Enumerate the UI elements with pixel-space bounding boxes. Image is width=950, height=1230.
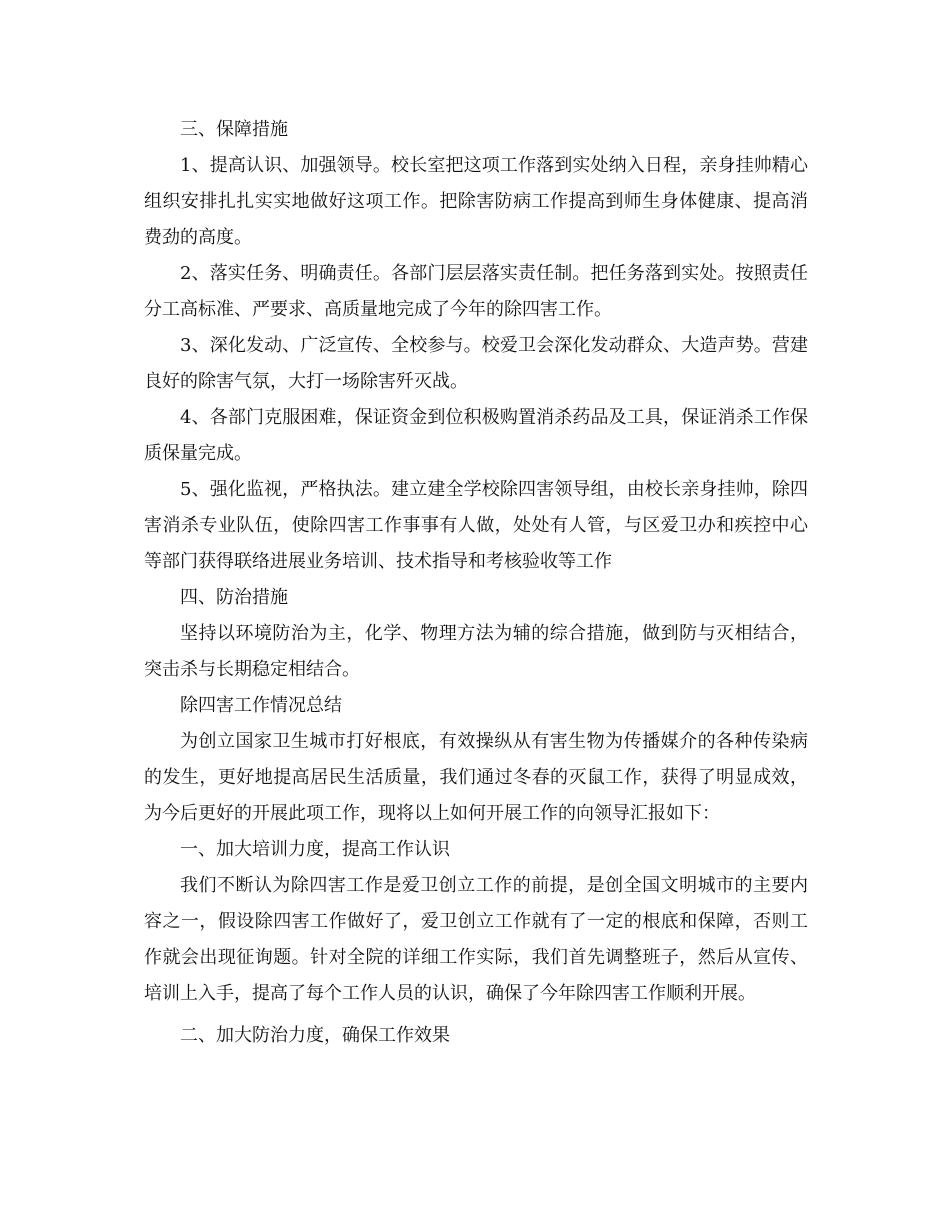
section-heading-training: 一、加大培训力度，提高工作认识 bbox=[180, 839, 450, 860]
paragraph-training: 我们不断认为除四害工作是爱卫创立工作的前提，是创全国文明城市的主要内容之一，假设除四害工作做好了，爱卫创立工作就有了一定的根底和保障，否则工作就会出现征询题。针对全院的详细工作实际，我们首先调整班子，然后从宣传、培训上入手，提高了每个工作人员的认识，确保了今年除四害工作顺利开展。 bbox=[144, 875, 808, 1004]
paragraph-item-2: 2、落实任务、明确责任。各部门层层落实责任制。把任务落到实处。按照责任分工高标准、严要求、高质量地完成了今年的除四害工作。 bbox=[144, 263, 808, 320]
paragraph-item-5: 5、强化监视，严格执法。建立建全学校除四害领导组，由校长亲身挂帅，除四害消杀专业队伍，使除四害工作事事有人做，处处有人管，与区爱卫办和疾控中心等部门获得联络进展业务培训、技术指导和考核验收等工作 bbox=[144, 479, 808, 572]
paragraph-item-1: 1、提高认识、加强领导。校长室把这项工作落到实处纳入日程，亲身挂帅精心组织安排扎扎实实地做好这项工作。把除害防病工作提高到师生身体健康、提高消费劲的高度。 bbox=[144, 155, 808, 248]
paragraph-prevention: 坚持以环境防治为主，化学、物理方法为辅的综合措施，做到防与灭相结合，突击杀与长期稳定相结合。 bbox=[144, 623, 808, 680]
section-heading-control: 二、加大防治力度，确保工作效果 bbox=[180, 1025, 450, 1046]
summary-title: 除四害工作情况总结 bbox=[180, 695, 342, 716]
paragraph-item-4: 4、各部门克服困难，保证资金到位积极购置消杀药品及工具，保证消杀工作保质保量完成。 bbox=[144, 407, 808, 464]
document-body bbox=[144, 112, 808, 1054]
section-heading-prevention: 四、防治措施 bbox=[180, 587, 288, 608]
paragraph-item-3: 3、深化发动、广泛宣传、全校参与。校爱卫会深化发动群众、大造声势。营建良好的除害气氛，大打一场除害歼灭战。 bbox=[144, 335, 808, 392]
section-heading-safeguards: 三、保障措施 bbox=[180, 119, 288, 140]
paragraph-summary-intro: 为创立国家卫生城市打好根底，有效操纵从有害生物为传播媒介的各种传染病的发生，更好地提高居民生活质量，我们通过冬春的灭鼠工作，获得了明显成效，为今后更好的开展此项工作，现将以上如何开展工作的向领导汇报如下： bbox=[144, 731, 808, 824]
